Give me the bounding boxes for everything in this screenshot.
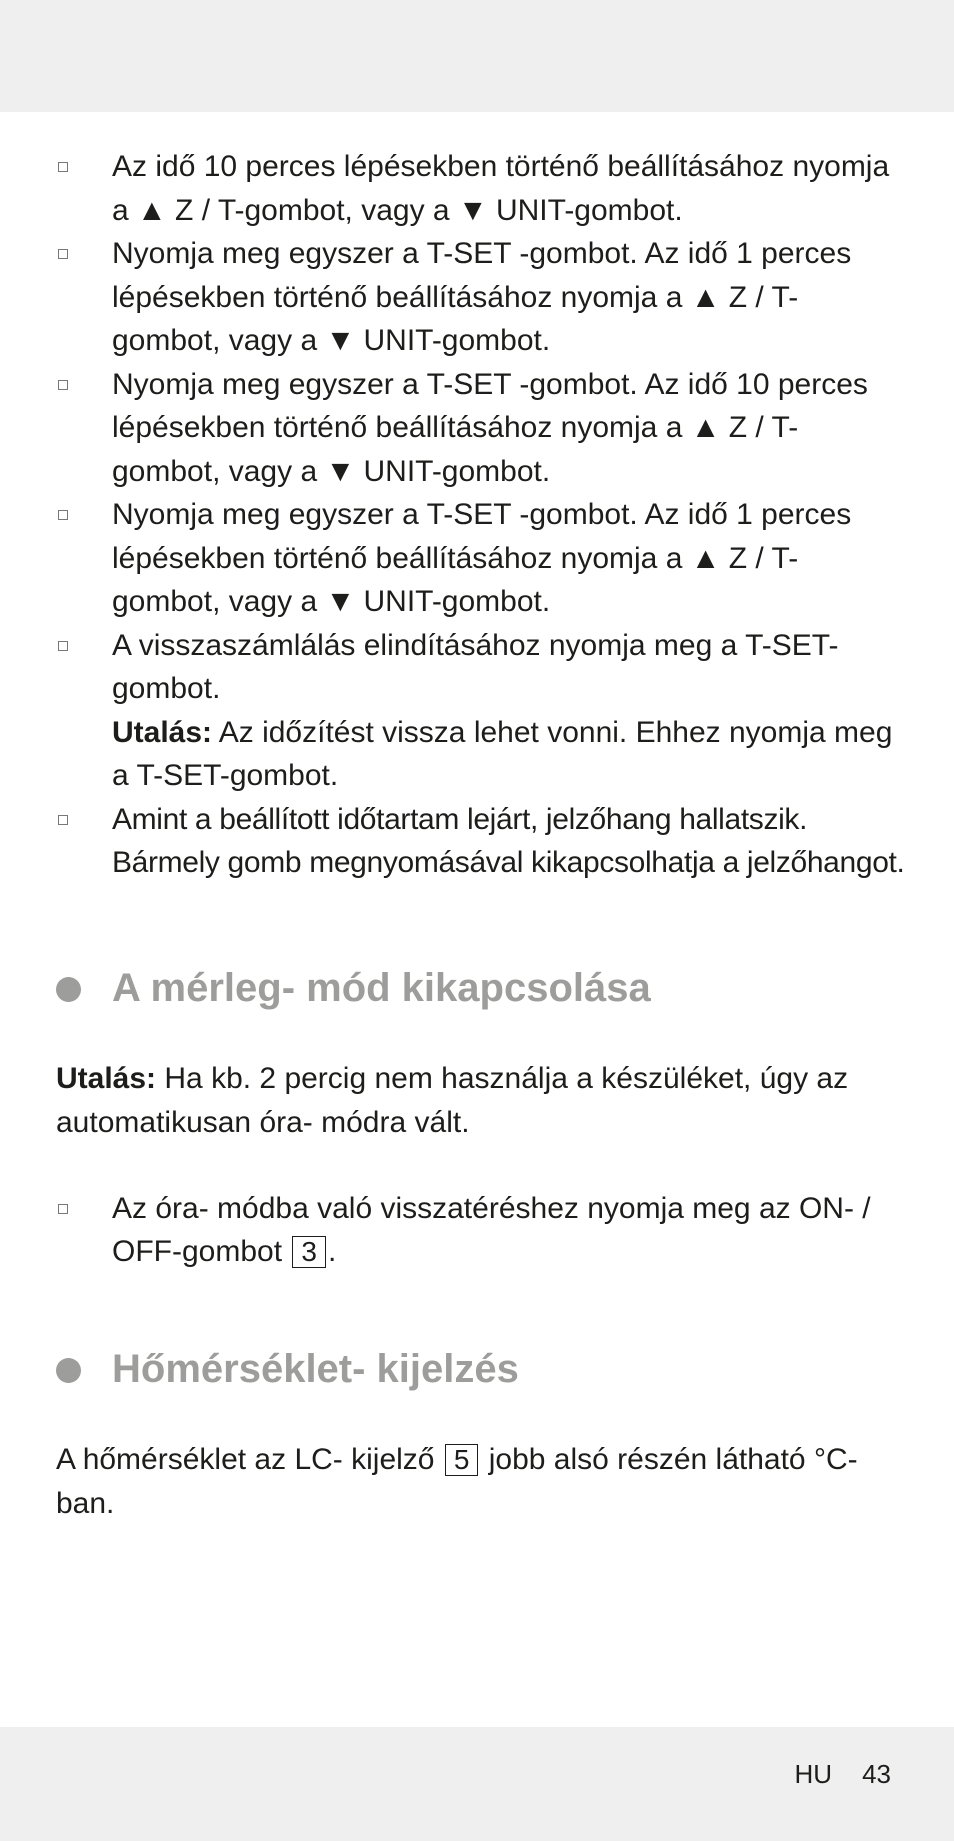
section-heading-scale-off bbox=[56, 963, 906, 1013]
note-text: Az időzítést vissza lehet vonni. Ehhez nyomja meg a T-SET-gombot. bbox=[112, 715, 893, 792]
page-footer bbox=[795, 1759, 891, 1790]
note-label: Utalás: bbox=[56, 1061, 157, 1095]
checkbox-icon bbox=[58, 815, 68, 825]
steps-list bbox=[56, 145, 906, 885]
note-label: Utalás: bbox=[112, 715, 213, 749]
list-item bbox=[56, 798, 906, 885]
reference-number-box: 5 bbox=[445, 1444, 479, 1476]
heading-text: A mérleg- mód kikapcsolása bbox=[112, 965, 651, 1010]
list-item bbox=[56, 363, 906, 494]
checkbox-icon bbox=[58, 162, 68, 172]
list-item bbox=[56, 1187, 906, 1274]
list-item-text: Az idő 10 perces lépésekben történő beállításához nyomja a ▲ Z / T-gombot, vagy a ▼ UNIT-gombot. bbox=[112, 150, 890, 227]
list-item-text: Nyomja meg egyszer a T-SET -gombot. Az idő 10 perces lépésekben történő beállításához nyomja a ▲ Z / T-gombot, vagy a ▼ UNIT-gombot. bbox=[112, 367, 868, 488]
page-number: 43 bbox=[862, 1759, 891, 1789]
section-heading-temperature bbox=[56, 1344, 906, 1394]
temperature-paragraph bbox=[56, 1438, 906, 1526]
list-item-text: A visszaszámlálás elindításához nyomja meg a T-SET-gombot. bbox=[112, 628, 839, 705]
checkbox-icon bbox=[58, 1204, 68, 1214]
heading-text: Hőmérséklet- kijelzés bbox=[112, 1346, 519, 1391]
page-content bbox=[56, 145, 906, 1526]
checkbox-icon bbox=[58, 380, 68, 390]
language-code: HU bbox=[794, 1759, 833, 1789]
scale-off-steps bbox=[56, 1187, 906, 1274]
checkbox-icon bbox=[58, 249, 68, 259]
list-item-text: Nyomja meg egyszer a T-SET -gombot. Az idő 1 perces lépésekben történő beállításához nyomja a ▲ Z / T-gombot, vagy a ▼ UNIT-gombot. bbox=[112, 498, 852, 618]
list-item-end: . bbox=[327, 1235, 337, 1268]
note-paragraph bbox=[56, 1057, 906, 1145]
list-item bbox=[56, 493, 906, 624]
list-item bbox=[56, 145, 906, 232]
bullet-dot-icon bbox=[56, 977, 81, 1002]
list-item bbox=[56, 232, 906, 363]
top-band bbox=[0, 0, 954, 112]
list-item-text: Nyomja meg egyszer a T-SET -gombot. Az idő 1 perces lépésekben történő beállításához nyomja a ▲ Z / T-gombot, vagy a ▼ UNIT-gombot. bbox=[112, 237, 852, 357]
reference-number-box: 3 bbox=[292, 1236, 326, 1268]
list-item-text: Az óra- módba való visszatéréshez nyomja meg az ON- / OFF-gombot bbox=[112, 1191, 871, 1268]
list-item-text: Amint a beállított időtartam lejárt, jelzőhang hallatszik. Bármely gomb megnyomásával kikapcsolhatja a jelzőhangot. bbox=[112, 802, 905, 879]
paragraph-text-end: jobb alsó részén látható °C-ban. bbox=[56, 1442, 858, 1520]
checkbox-icon bbox=[58, 641, 68, 651]
paragraph-text: A hőmérséklet az LC- kijelző bbox=[56, 1442, 443, 1476]
bullet-dot-icon bbox=[56, 1358, 81, 1383]
note-text: Ha kb. 2 percig nem használja a készüléket, úgy az automatikusan óra- módra vált. bbox=[56, 1061, 849, 1139]
checkbox-icon bbox=[58, 510, 68, 520]
list-item bbox=[56, 624, 906, 798]
